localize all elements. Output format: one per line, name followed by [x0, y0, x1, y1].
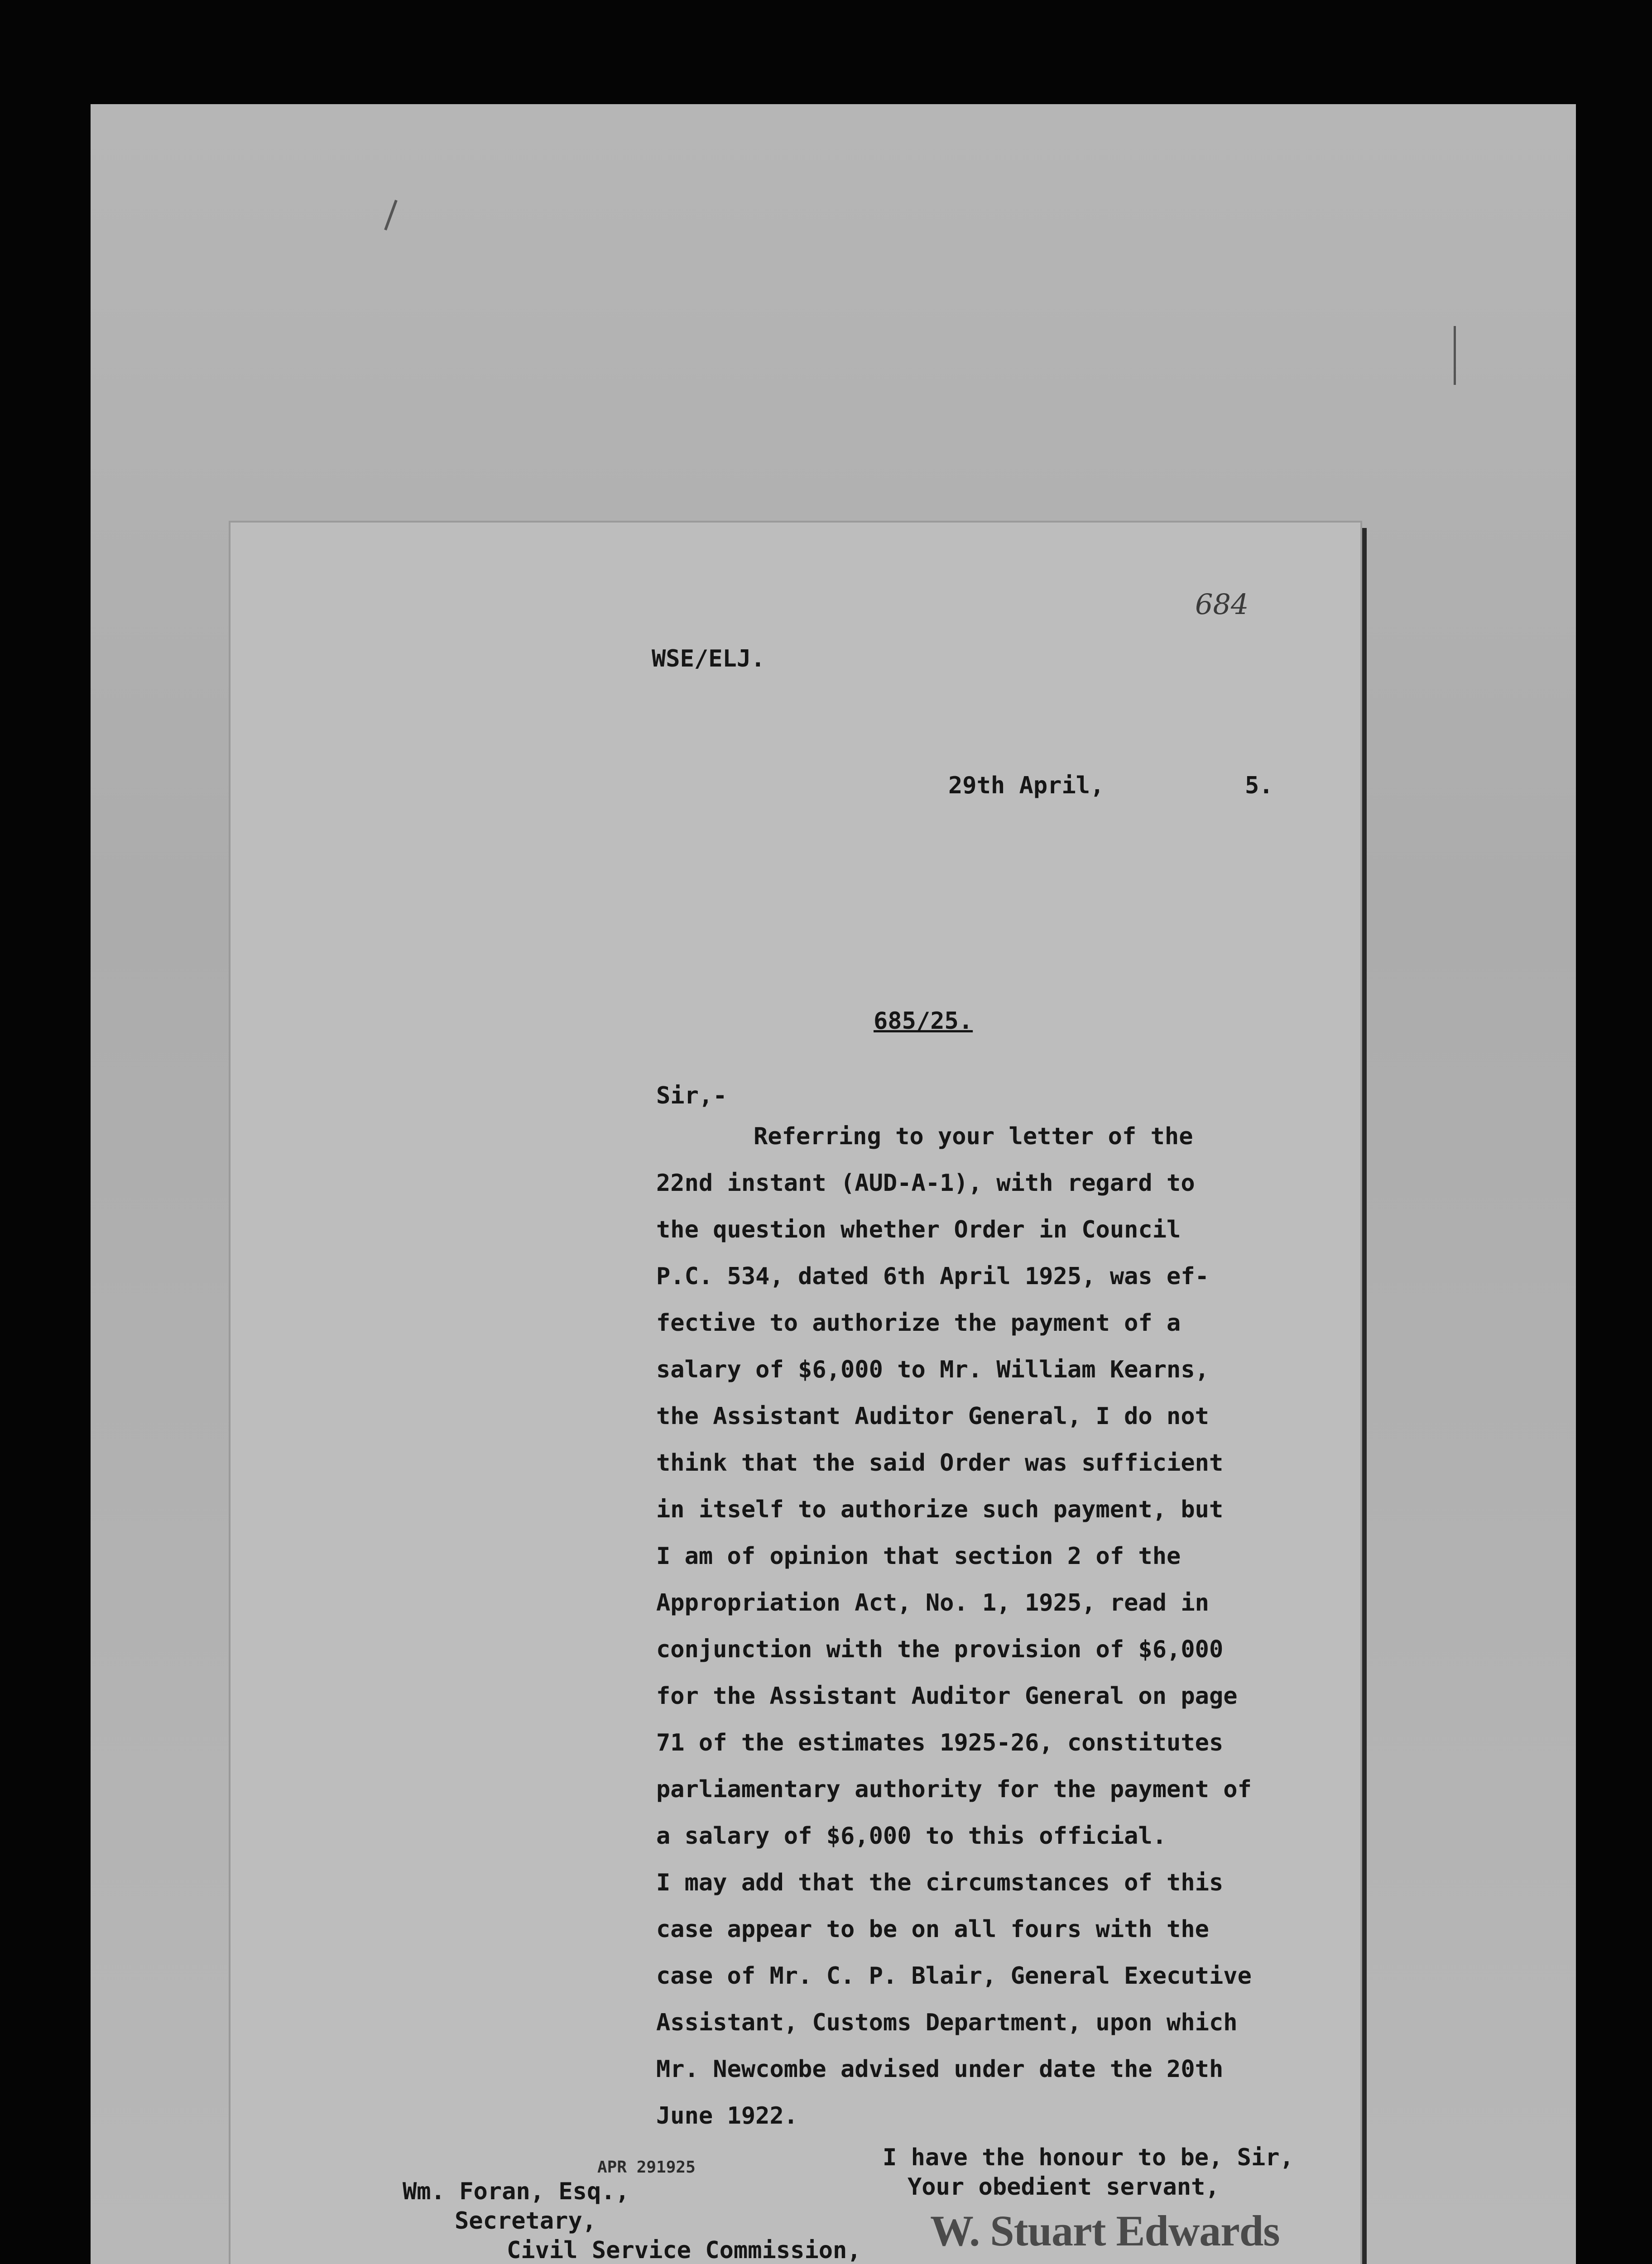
closing-line: I have the honour to be, Sir,	[883, 2144, 1294, 2171]
body-line: 71 of the estimates 1925-26, constitutes	[656, 1729, 1224, 1756]
addressee-organization: Civil Service Commission,	[507, 2237, 861, 2264]
body-line: parliamentary authority for the payment of	[656, 1776, 1252, 1803]
body-line: P.C. 534, dated 6th April 1925, was ef-	[656, 1263, 1209, 1290]
body-line: a salary of $6,000 to this official.	[656, 1823, 1167, 1850]
body-line: 22nd instant (AUD-A-1), with regard to	[656, 1170, 1195, 1197]
body-line: I am of opinion that section 2 of the	[656, 1543, 1181, 1570]
body-line: case appear to be on all fours with the	[656, 1916, 1209, 1943]
date-suffix: 5.	[1245, 772, 1273, 799]
body-line: Mr. Newcombe advised under date the 20th	[656, 2056, 1224, 2083]
salutation: Sir,-	[656, 1082, 727, 1109]
body-line: the Assistant Auditor General, I do not	[656, 1403, 1209, 1430]
body-line: fective to authorize the payment of a	[656, 1309, 1181, 1337]
body-line: in itself to authorize such payment, but	[656, 1496, 1224, 1523]
closing-line: Your obedient servant,	[908, 2173, 1220, 2201]
letter-page	[229, 521, 1362, 2264]
letter-date: 29th April,	[948, 772, 1105, 799]
body-line: June 1922.	[656, 2102, 798, 2130]
body-line: Assistant, Customs Department, upon which	[656, 2009, 1238, 2036]
body-line: I may add that the circumstances of this	[656, 1869, 1224, 1896]
body-line: salary of $6,000 to Mr. William Kearns,	[656, 1356, 1209, 1383]
received-stamp: APR 291925	[597, 2158, 696, 2177]
body-line: conjunction with the provision of $6,000	[656, 1636, 1224, 1663]
body-line: Appropriation Act, No. 1, 1925, read in	[656, 1589, 1209, 1616]
reference-initials: WSE/ELJ.	[652, 645, 765, 672]
file-number: 685/25.	[874, 1007, 973, 1035]
signature: W. Stuart Edwards	[930, 2206, 1280, 2255]
folio-number: 684	[1195, 588, 1249, 621]
scratch-mark	[1454, 326, 1456, 385]
body-line: for the Assistant Auditor General on page	[656, 1683, 1238, 1710]
addressee-name: Wm. Foran, Esq.,	[403, 2178, 629, 2205]
body-line: think that the said Order was sufficient	[656, 1449, 1224, 1477]
body-line: Referring to your letter of the	[754, 1123, 1193, 1150]
body-line: the question whether Order in Council	[656, 1216, 1181, 1243]
body-line: case of Mr. C. P. Blair, General Executive	[656, 1962, 1252, 1990]
addressee-title: Secretary,	[455, 2207, 597, 2235]
